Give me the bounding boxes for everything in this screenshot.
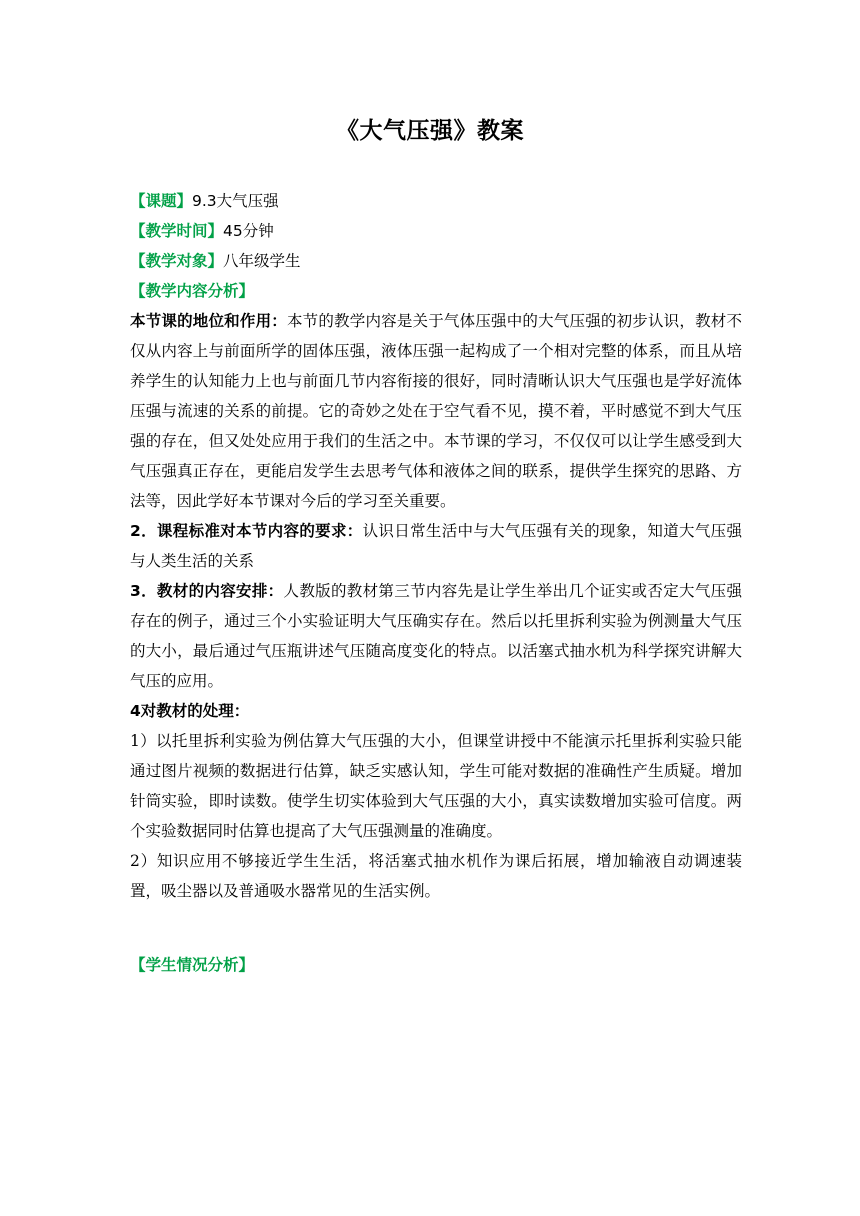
handling-heading-row [130, 696, 742, 726]
paragraph-standard [130, 516, 742, 576]
meta-audience-label: 【教学对象】 [130, 252, 224, 270]
section-heading-content-analysis [130, 276, 742, 306]
meta-audience-value: 八年级学生 [223, 252, 301, 270]
standard-lead: 2．课程标准对本节内容的要求： [130, 522, 363, 540]
handling-item-1: 1）以托里拆利实验为例估算大气压强的大小，但课堂讲授中不能演示托里拆利实验只能通过图片视频的数据进行估算，缺乏实感认知，学生可能对数据的准确性产生质疑。增加针筒实验，即时读数。使学生切实体验到大气压强的大小，真实读数增加实验可信度。两个实验数据同时估算也提高了大气压强测量的准确度。 [130, 732, 742, 840]
role-lead: 本节课的地位和作用： [130, 312, 287, 330]
meta-topic-label: 【课题】 [130, 192, 193, 210]
paragraph-role [130, 306, 742, 516]
meta-audience [130, 246, 742, 276]
arrangement-lead: 3．教材的内容安排： [130, 582, 284, 600]
student-analysis-heading: 【学生情况分析】 [130, 956, 255, 974]
paragraph-arrangement [130, 576, 742, 696]
content-analysis-heading: 【教学内容分析】 [130, 282, 255, 300]
arrangement-text: 人教版的教材第三节内容先是让学生举出几个证实或否定大气压强存在的例子，通过三个小实验证明大气压确实存在。然后以托里拆利实验为例测量大气压的大小，最后通过气压瓶讲述气压随高度变化的特点。以活塞式抽水机为科学探究讲解大气压的应用。 [130, 582, 742, 690]
standard-text: 认识日常生活中与大气压强有关的现象，知道大气压强与人类生活的关系 [130, 522, 742, 570]
meta-duration-value: 45分钟 [223, 222, 274, 240]
document-title: 《大气压强》教案 [336, 118, 524, 144]
handling-item-2: 2）知识应用不够接近学生生活，将活塞式抽水机作为课后拓展，增加输液自动调速装置，吸尘器以及普通吸水器常见的生活实例。 [130, 852, 742, 900]
document-body [130, 186, 742, 980]
meta-topic-value: 9.3大气压强 [192, 192, 279, 210]
handling-heading: 4对教材的处理： [130, 702, 250, 720]
role-text: 本节的教学内容是关于气体压强中的大气压强的初步认识，教材不仅从内容上与前面所学的固体压强，液体压强一起构成了一个相对完整的体系，而且从培养学生的认知能力上也与前面几节内容衔接的很好，同时清晰认识大气压强也是学好流体压强与流速的关系的前提。它的奇妙之处在于空气看不见，摸不着，平时感觉不到大气压强的存在，但又处处应用于我们的生活之中。本节课的学习，不仅仅可以让学生感受到大气压强真正存在，更能启发学生去思考气体和液体之间的联系，提供学生探究的思路、方法等，因此学好本节课对今后的学习至关重要。 [130, 312, 742, 510]
section-heading-student-analysis [130, 950, 742, 980]
meta-topic [130, 186, 742, 216]
meta-duration-label: 【教学时间】 [130, 222, 224, 240]
meta-duration [130, 216, 742, 246]
